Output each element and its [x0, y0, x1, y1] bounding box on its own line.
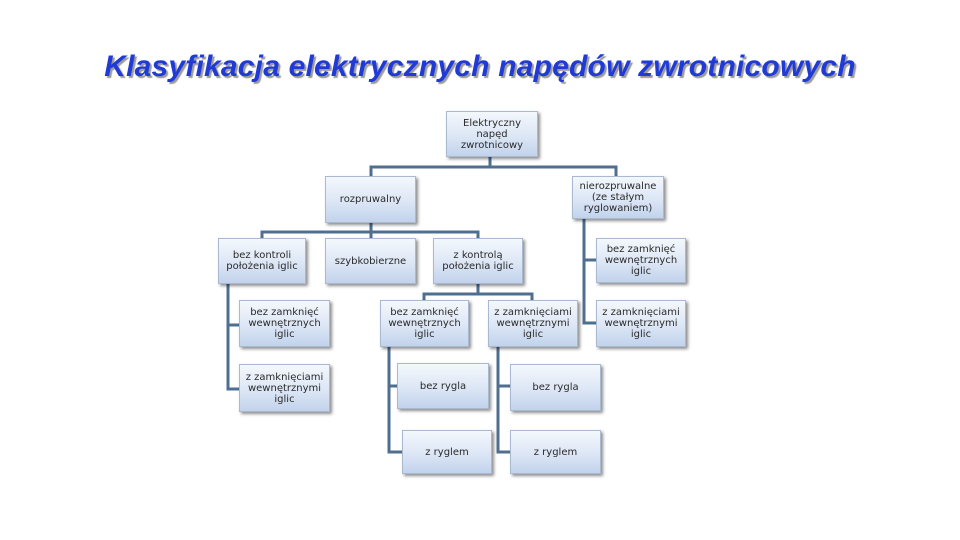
node-ctrl-with-internal-bolt: z ryglem: [510, 430, 601, 474]
node-nt-with-internal: z zamknięciami wewnętrznymi iglic: [596, 300, 686, 347]
node-root: Elektryczny napęd zwrotnicowy: [446, 111, 538, 157]
node-ctrl-without-internal: bez zamknięć wewnętrznych iglic: [380, 300, 469, 347]
node-trailable: rozpruwalny: [325, 176, 416, 223]
node-ctrl-without-internal-bolt: z ryglem: [402, 430, 492, 474]
node-wc-with-internal: z zamknięciami wewnętrznymi iglic: [239, 364, 330, 412]
node-with-control: z kontrolą położenia iglic: [433, 238, 523, 284]
node-ctrl-with-internal-no-bolt: bez rygla: [510, 364, 601, 411]
node-without-control: bez kontroli położenia iglic: [218, 238, 306, 284]
page-title: Klasyfikacja elektrycznych napędów zwrotnicowych: [104, 50, 856, 83]
node-ctrl-with-internal: z zamknięciami wewnętrznymi iglic: [488, 300, 578, 347]
node-wc-without-internal: bez zamknięć wewnętrznych iglic: [239, 300, 330, 347]
node-nt-without-internal: bez zamknięć wewnętrznych iglic: [596, 238, 686, 283]
node-non-trailable: nierozpruwalne (ze stałym ryglowaniem): [572, 176, 664, 219]
node-ctrl-without-internal-no-bolt: bez rygla: [397, 363, 489, 409]
node-fast-acting: szybkobierzne: [325, 238, 416, 284]
